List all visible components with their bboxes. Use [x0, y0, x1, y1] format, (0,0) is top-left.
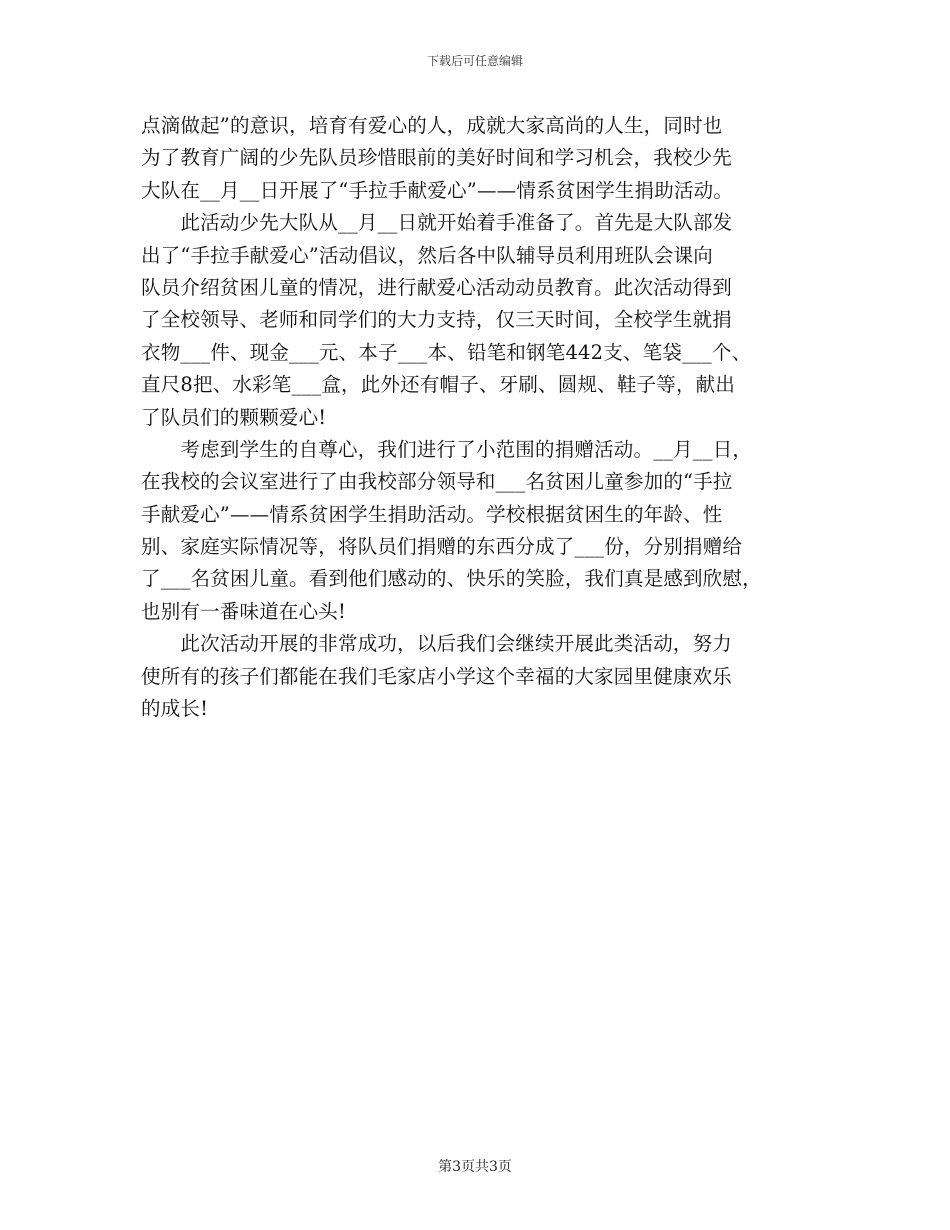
page-header: 下载后可任意编辑 [426, 54, 523, 68]
body-line: 出了“手拉手献爱心”活动倡议，然后各中队辅导员利用班队会课向 [141, 243, 713, 267]
body-line: 了队员们的颗颗爱心! [141, 405, 327, 429]
body-line: 了___名贫困儿童。看到他们感动的、快乐的笑脸，我们真是感到欣慰， [141, 567, 762, 591]
body-line: 别、家庭实际情况等，将队员们捐赠的东西分成了___份，分别捐赠给 [141, 535, 743, 559]
document-body [141, 110, 821, 725]
body-line: 的成长! [141, 697, 209, 721]
body-line: 为了教育广阔的少先队员珍惜眼前的美好时间和学习机会，我校少先 [141, 146, 733, 170]
body-line: 此次活动开展的非常成功，以后我们会继续开展此类活动，努力 [141, 632, 733, 656]
body-line: 队员介绍贫困儿童的情况，进行献爱心活动动员教育。此次活动得到 [141, 275, 733, 299]
body-line: 了全校领导、老师和同学们的大力支持，仅三天时间，全校学生就捐 [141, 308, 733, 332]
body-line: 此活动少先大队从__月__日就开始着手准备了。首先是大队部发 [141, 211, 733, 235]
body-line: 考虑到学生的自尊心，我们进行了小范围的捐赠活动。__月__日， [141, 437, 753, 461]
body-line: 直尺8把、水彩笔___盒，此外还有帽子、牙刷、圆规、鞋子等，献出 [141, 373, 736, 397]
body-line: 在我校的会议室进行了由我校部分领导和___名贫困儿童参加的“手拉 [141, 470, 733, 494]
body-line: 使所有的孩子们都能在我们毛家店小学这个幸福的大家园里健康欢乐 [141, 664, 733, 688]
body-line: 也别有一番味道在心头! [141, 599, 347, 623]
body-line: 点滴做起”的意识，培育有爱心的人，成就大家高尚的人生，同时也 [141, 114, 723, 137]
page-number-footer: 第3页共3页 [438, 1159, 512, 1175]
body-line: 手献爱心”——情系贫困学生捐助活动。学校根据贫困生的年龄、性 [141, 502, 723, 526]
body-line: 大队在__月__日开展了“手拉手献爱心”——情系贫困学生捐助活动。 [141, 178, 734, 202]
body-line: 衣物___件、现金___元、本子___本、铅笔和钢笔442支、笔袋___个、 [141, 340, 752, 364]
